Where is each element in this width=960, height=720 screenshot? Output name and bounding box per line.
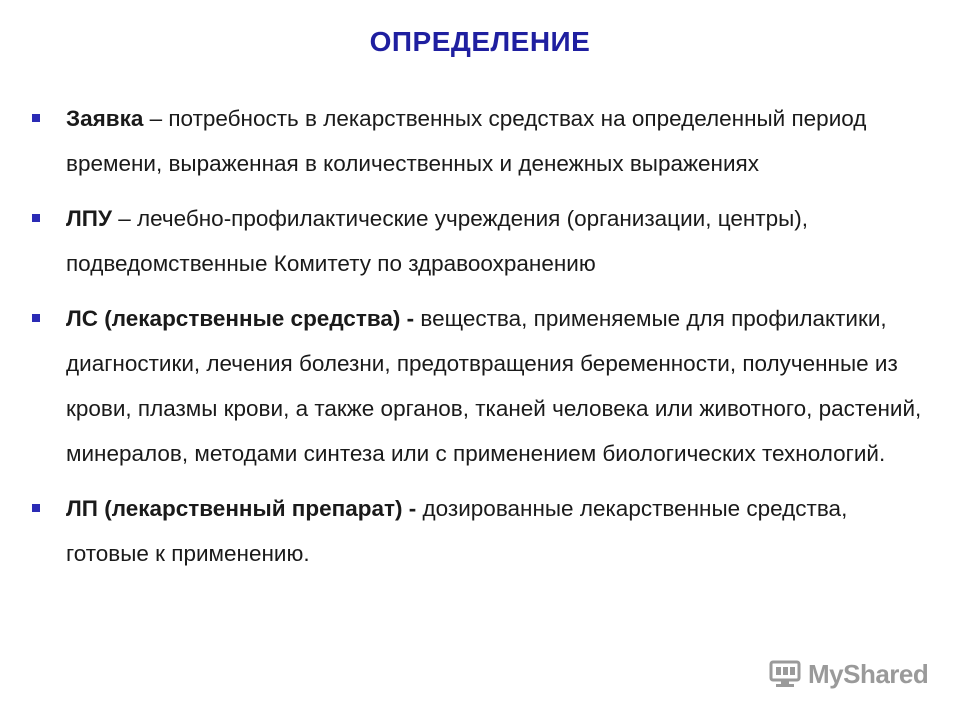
definition-item-lp [30, 486, 930, 576]
definition-item-ls [30, 296, 930, 476]
myshared-watermark [768, 656, 928, 692]
square-bullet-icon [32, 214, 40, 222]
slide-title: ОПРЕДЕЛЕНИЕ [369, 26, 591, 57]
definition-term: ЛПУ [66, 206, 112, 231]
definition-term: ЛС (лекарственные средства) - [66, 306, 415, 331]
myshared-logo-icon [768, 659, 802, 689]
square-bullet-icon [32, 504, 40, 512]
definition-text: – лечебно-профилактические учреждения (организации, центры), подведомственные Комитету по здравоохранению [66, 206, 809, 276]
definition-term: ЛП (лекарственный препарат) - [66, 496, 417, 521]
definition-list [30, 96, 930, 586]
definition-text: вещества, применяемые для профилактики, диагностики, лечения болезни, предотвращения беременности, полученные из крови, плазмы крови, а также органов, тканей человека или животного, растений, минералов, методами синтеза или с применением биологических технологий. [66, 306, 922, 466]
definition-text: дозированные лекарственные средства, готовые к применению. [66, 496, 848, 566]
definition-item-zayavka [30, 96, 930, 186]
square-bullet-icon [32, 114, 40, 122]
watermark-text: MyShared [808, 658, 929, 689]
definition-item-lpu [30, 196, 930, 286]
definition-text: – потребность в лекарственных средствах на определенный период времени, выраженная в количественных и денежных выражениях [66, 106, 867, 176]
square-bullet-icon [32, 314, 40, 322]
definition-term: Заявка [66, 106, 144, 131]
